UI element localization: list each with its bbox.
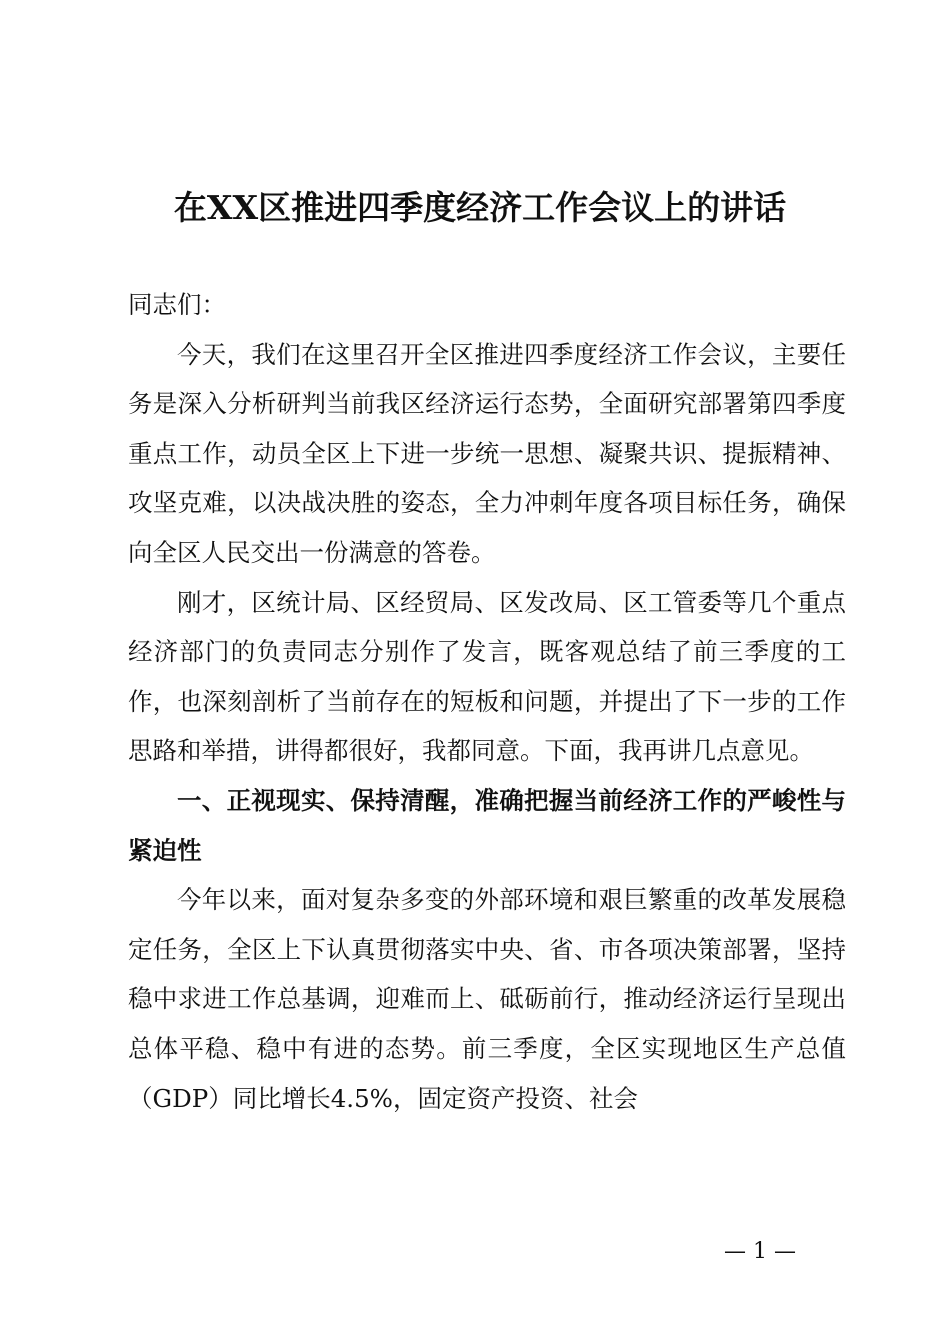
paragraph-intro: 今天，我们在这里召开全区推进四季度经济工作会议，主要任务是深入分析研判当前我区经济运行态势，全面研究部署第四季度重点工作，动员全区上下进一步统一思想、凝聚共识、提振精神、攻坚克难，以决战决胜的姿态，全力冲刺年度各项目标任务，确保向全区人民交出一份满意的答卷。 [128, 339, 846, 567]
document-title: 在XX区推进四季度经济工作会议上的讲话 [173, 188, 787, 227]
document-body [128, 280, 846, 1123]
page-number: — 1 — [724, 1239, 796, 1264]
salutation: 同志们： [128, 290, 226, 319]
section-heading: 一、正视现实、保持清醒，准确把握当前经济工作的严峻性与紧迫性 [128, 785, 846, 865]
paragraph-remarks: 刚才，区统计局、区经贸局、区发改局、区工管委等几个重点经济部门的负责同志分别作了发言，既客观总结了前三季度的工作，也深刻剖析了当前存在的短板和问题，并提出了下一步的工作思路和举措，讲得都很好，我都同意。下面，我再讲几点意见。 [128, 587, 846, 766]
paragraph-section-one: 今年以来，面对复杂多变的外部环境和艰巨繁重的改革发展稳定任务，全区上下认真贯彻落实中央、省、市各项决策部署，坚持稳中求进工作总基调，迎难而上、砥砺前行，推动经济运行呈现出总体平稳、稳中有进的态势。前三季度，全区实现地区生产总值（GDP）同比增长4.5%，固定资产投资、社会 [128, 885, 846, 1113]
